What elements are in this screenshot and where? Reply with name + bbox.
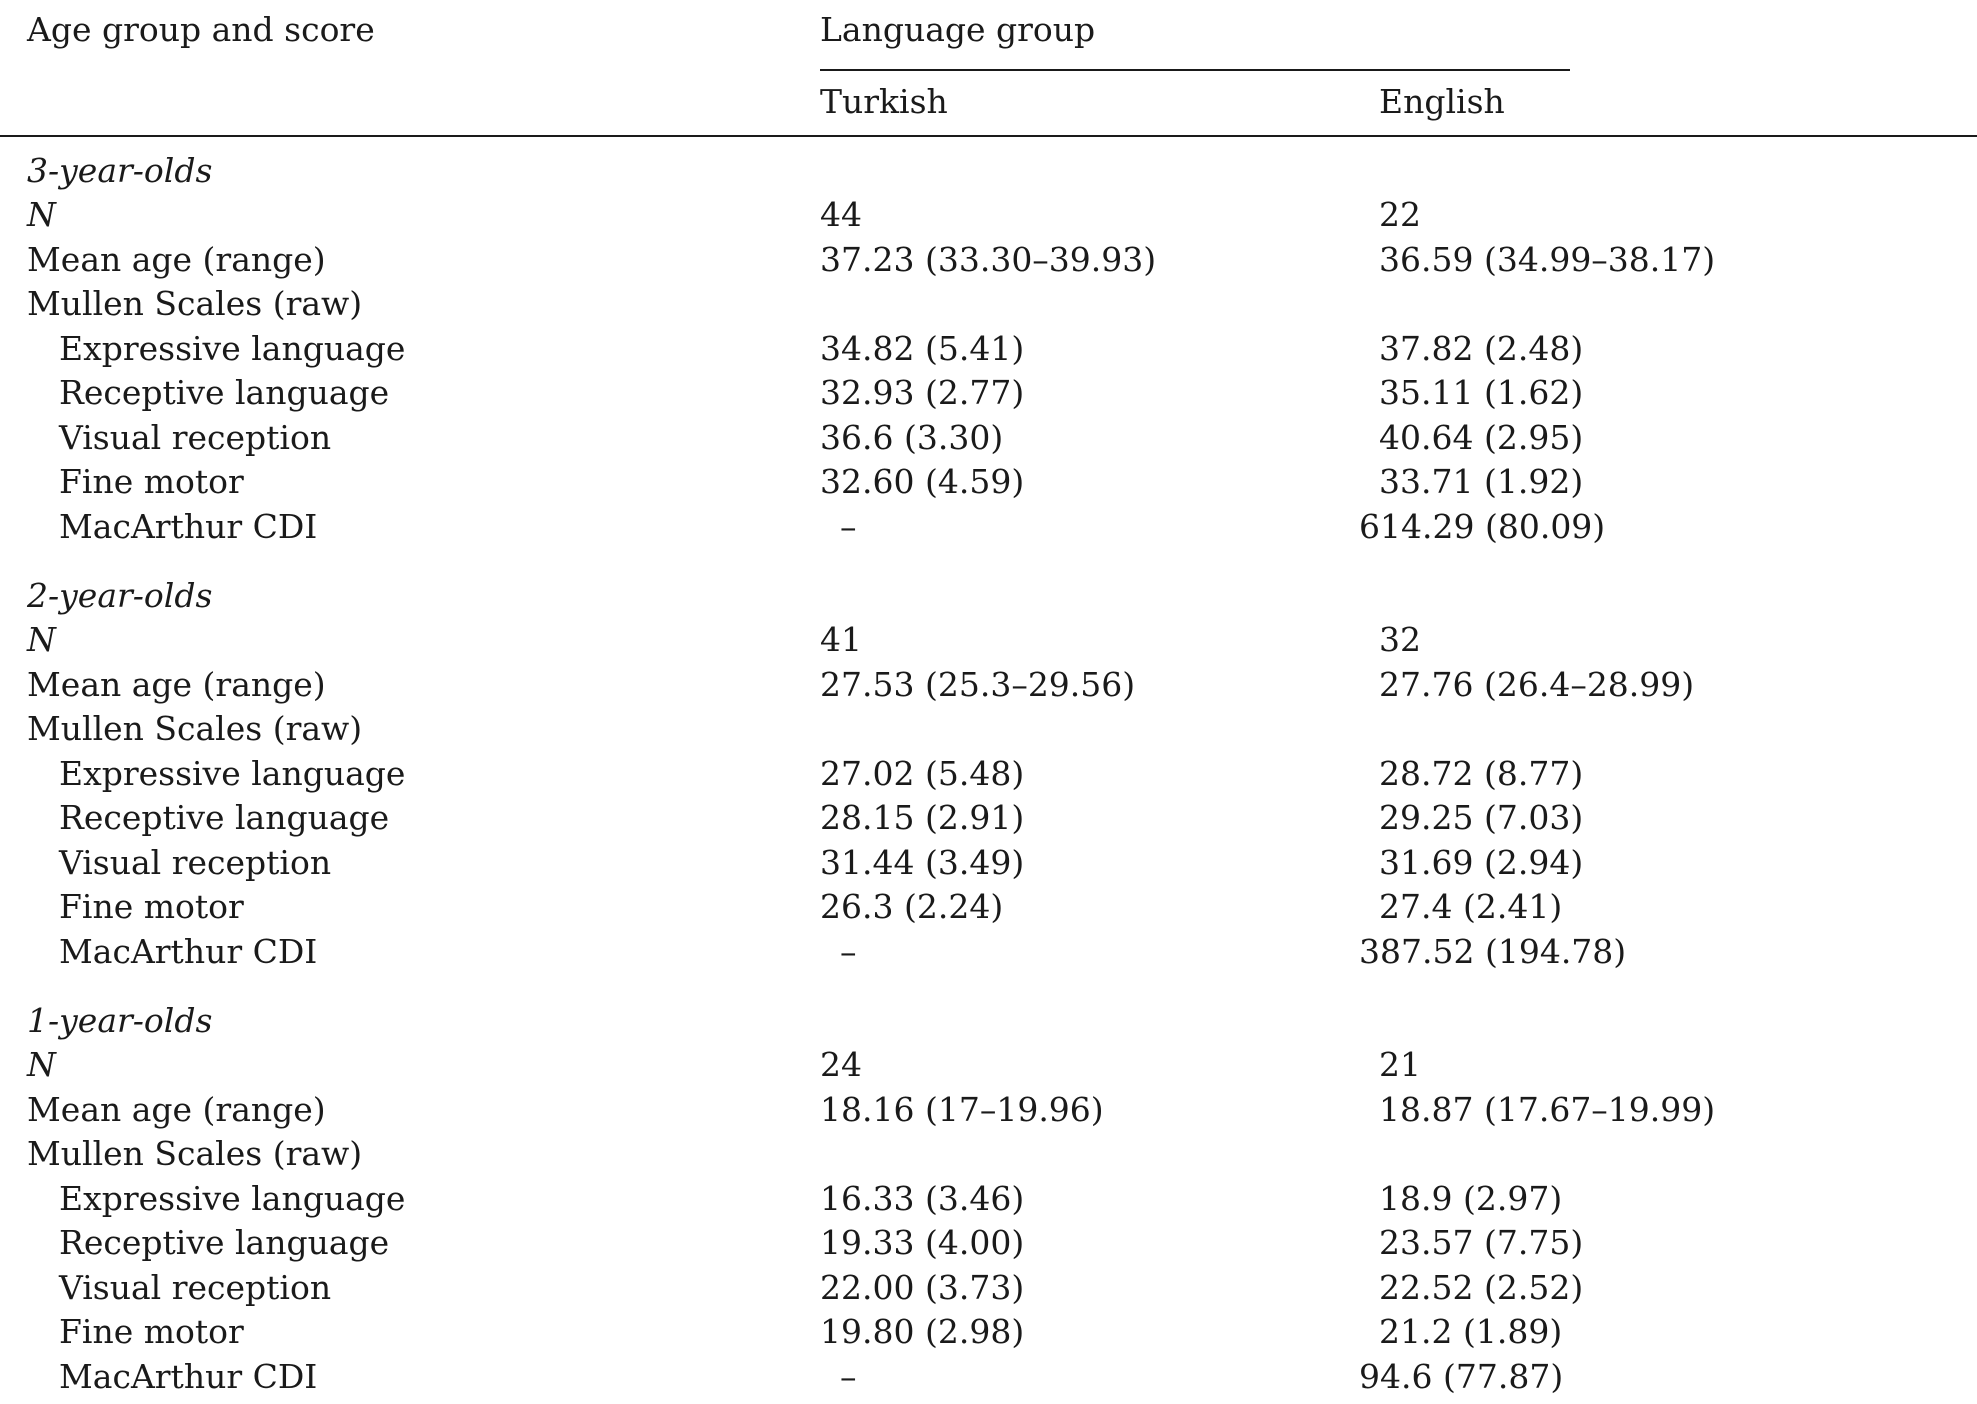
table-row (0, 930, 1977, 974)
row-label: MacArthur CDI (59, 932, 318, 971)
group-underline (820, 69, 1570, 71)
turkish-value: 41 (820, 620, 862, 659)
table-row (0, 885, 1977, 929)
turkish-value: – (840, 1357, 857, 1396)
row-label: Expressive language (59, 754, 406, 793)
group-title-row (0, 999, 1977, 1043)
english-value: 22.52 (2.52) (1379, 1268, 1584, 1307)
table-row (0, 1310, 1977, 1354)
english-value: 37.82 (2.48) (1379, 329, 1584, 368)
turkish-value: 24 (820, 1045, 862, 1084)
group-title: 3-year-olds (27, 151, 213, 190)
row-label: Mean age (range) (27, 665, 326, 704)
header-row-label: Age group and score (27, 10, 375, 49)
turkish-value: 44 (820, 195, 862, 234)
table-row (0, 238, 1977, 282)
group-title: 1-year-olds (27, 1001, 213, 1040)
row-label: Visual reception (59, 1268, 332, 1307)
row-label: Receptive language (59, 798, 390, 837)
english-value: 28.72 (8.77) (1379, 754, 1584, 793)
table-row (0, 416, 1977, 460)
row-label: Fine motor (59, 1312, 244, 1351)
table-row (0, 796, 1977, 840)
english-value: 31.69 (2.94) (1379, 843, 1584, 882)
table-row (0, 841, 1977, 885)
row-label: Visual reception (59, 418, 332, 457)
header-turkish: Turkish (820, 82, 948, 121)
table-row (0, 1177, 1977, 1221)
english-value: 387.52 (194.78) (1359, 932, 1627, 971)
table-row (0, 1132, 1977, 1176)
turkish-value: 31.44 (3.49) (820, 843, 1025, 882)
turkish-value: 26.3 (2.24) (820, 887, 1004, 926)
row-label: Expressive language (59, 329, 406, 368)
english-value: 33.71 (1.92) (1379, 462, 1584, 501)
table-row (0, 1043, 1977, 1087)
english-value: 27.76 (26.4–28.99) (1379, 665, 1695, 704)
row-label: Mean age (range) (27, 240, 326, 279)
english-value: 18.87 (17.67–19.99) (1379, 1090, 1716, 1129)
table-row (0, 371, 1977, 415)
english-value: 21.2 (1.89) (1379, 1312, 1563, 1351)
english-value: 27.4 (2.41) (1379, 887, 1563, 926)
group-title: 2-year-olds (27, 576, 213, 615)
turkish-value: 19.80 (2.98) (820, 1312, 1025, 1351)
row-label: N (27, 1045, 56, 1084)
english-value: 29.25 (7.03) (1379, 798, 1584, 837)
row-label: Receptive language (59, 373, 390, 412)
turkish-value: 37.23 (33.30–39.93) (820, 240, 1157, 279)
table-row (0, 707, 1977, 751)
table-row (0, 327, 1977, 371)
table-row (0, 505, 1977, 549)
row-label: Mean age (range) (27, 1090, 326, 1129)
row-label: Mullen Scales (raw) (27, 1134, 363, 1173)
row-label: Visual reception (59, 843, 332, 882)
header-group-label: Language group (820, 10, 1096, 49)
table-row (0, 460, 1977, 504)
english-value: 36.59 (34.99–38.17) (1379, 240, 1716, 279)
turkish-value: 34.82 (5.41) (820, 329, 1025, 368)
header-english: English (1379, 82, 1505, 121)
english-value: 35.11 (1.62) (1379, 373, 1584, 412)
table-row (0, 1266, 1977, 1310)
row-label: Mullen Scales (raw) (27, 284, 363, 323)
row-label: Mullen Scales (raw) (27, 709, 363, 748)
turkish-value: 27.53 (25.3–29.56) (820, 665, 1136, 704)
group-title-row (0, 149, 1977, 193)
table-row (0, 1355, 1977, 1399)
row-label: N (27, 620, 56, 659)
header-rule (0, 135, 1977, 137)
turkish-value: 22.00 (3.73) (820, 1268, 1025, 1307)
english-value: 40.64 (2.95) (1379, 418, 1584, 457)
table-row (0, 752, 1977, 796)
english-value: 32 (1379, 620, 1421, 659)
table-row (0, 193, 1977, 237)
row-label: MacArthur CDI (59, 507, 318, 546)
row-label: Fine motor (59, 887, 244, 926)
turkish-value: 32.93 (2.77) (820, 373, 1025, 412)
turkish-value: 16.33 (3.46) (820, 1179, 1025, 1218)
turkish-value: 18.16 (17–19.96) (820, 1090, 1104, 1129)
english-value: 18.9 (2.97) (1379, 1179, 1563, 1218)
row-label: Receptive language (59, 1223, 390, 1262)
row-label: MacArthur CDI (59, 1357, 318, 1396)
row-label: Expressive language (59, 1179, 406, 1218)
row-label: N (27, 195, 56, 234)
turkish-value: 28.15 (2.91) (820, 798, 1025, 837)
turkish-value: – (840, 932, 857, 971)
english-value: 614.29 (80.09) (1359, 507, 1606, 546)
english-value: 94.6 (77.87) (1359, 1357, 1564, 1396)
table-row (0, 663, 1977, 707)
table-row (0, 618, 1977, 662)
group-title-row (0, 574, 1977, 618)
turkish-value: – (840, 507, 857, 546)
english-value: 21 (1379, 1045, 1421, 1084)
turkish-value: 19.33 (4.00) (820, 1223, 1025, 1262)
table-row (0, 1221, 1977, 1265)
turkish-value: 27.02 (5.48) (820, 754, 1025, 793)
english-value: 22 (1379, 195, 1421, 234)
english-value: 23.57 (7.75) (1379, 1223, 1584, 1262)
table-row (0, 282, 1977, 326)
turkish-value: 36.6 (3.30) (820, 418, 1004, 457)
table-row (0, 1088, 1977, 1132)
turkish-value: 32.60 (4.59) (820, 462, 1025, 501)
row-label: Fine motor (59, 462, 244, 501)
